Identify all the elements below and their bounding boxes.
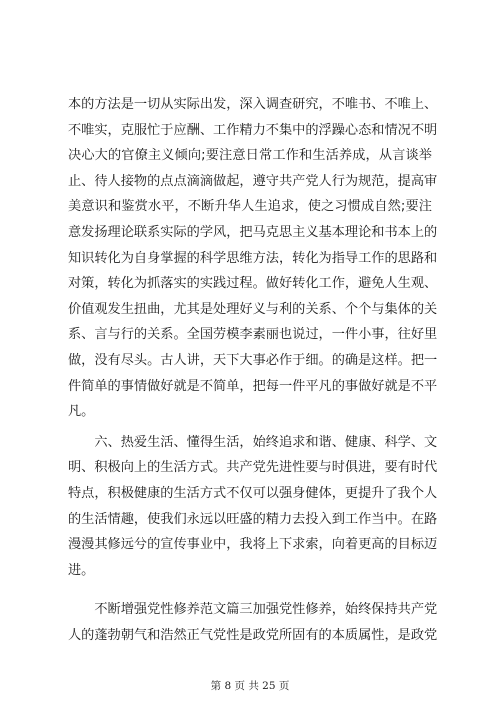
text-line: 意发扬理论联系实际的学风，把马克思主义基本理论和书本上的	[68, 224, 438, 240]
text-line: 漫漫其修远兮的宣传事业中，我将上下求索，向着更高的目标迈	[68, 537, 438, 553]
text-line: 知识转化为自身掌握的科学思维方法，转化为指导工作的思路和	[68, 250, 438, 266]
text-line: 明、积极向上的生活方式。共产党先进性要与时俱进，要有时代	[68, 460, 438, 476]
document-body	[68, 92, 438, 648]
text-line: 人的蓬勃朝气和浩然正气党性是政党所固有的本质属性，是政党	[68, 627, 438, 643]
paragraph-1	[68, 92, 438, 425]
text-line: 本的方法是一切从实际出发，深入调查研究，不唯书、不唯上、	[68, 97, 438, 112]
text-line: 美意识和鉴赏水平，不断升华人生追求，使之习惯成自然;要注	[68, 199, 432, 215]
text-line: 价值观发生扭曲，尤其是处理好义与利的关系、个个与集体的关	[68, 301, 438, 317]
paragraph-2	[68, 430, 438, 584]
text-line: 进。	[68, 562, 95, 578]
text-line: 对策，转化为抓落实的实践过程。做好转化工作，避免人生观、	[68, 276, 438, 292]
paragraph-3	[68, 597, 438, 648]
text-line: 不唯实，克服忙于应酬、工作精力不集中的浮躁心态和情况不明	[68, 122, 438, 138]
text-line: 止、待人接物的点点滴滴做起，遵守共产党人行为规范，提高审	[68, 173, 438, 189]
text-line: 做，没有尽头。古人讲，天下大事必作于细。的确是这样。把一	[68, 352, 438, 368]
text-line: 六、热爱生活、懂得生活，始终追求和谐、健康、科学、文	[68, 434, 438, 450]
text-line: 决心大的官僚主义倾向;要注意日常工作和生活养成，从言谈举	[68, 148, 432, 164]
text-line: 不断增强党性修养范文篇三加强党性修养，始终保持共产党	[68, 602, 438, 618]
text-line: 的生活情趣，使我们永远以旺盛的精力去投入到工作当中。在路	[68, 511, 438, 527]
page-number-footer: 第 8 页 共 25 页	[210, 680, 290, 692]
text-line: 系、言与行的关系。全国劳模李素丽也说过，一件小事，往好里	[68, 327, 438, 343]
text-line: 特点，积极健康的生活方式不仅可以强身健体，更提升了我个人	[68, 485, 438, 501]
text-line: 件简单的事情做好就是不简单，把每一件平凡的事做好就是不平	[68, 378, 438, 394]
text-line: 凡。	[68, 404, 95, 420]
